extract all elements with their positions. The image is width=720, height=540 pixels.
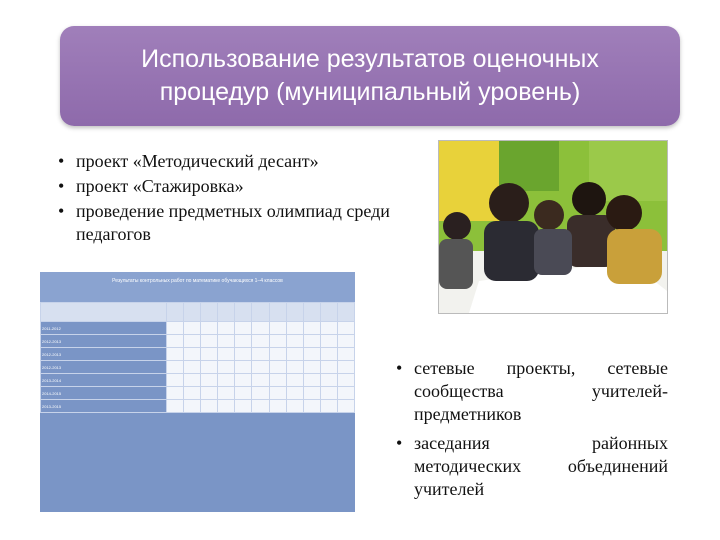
bullet-item bbox=[396, 357, 668, 426]
title-line-2: процедур (муниципальный уровень) bbox=[159, 78, 581, 106]
year-cell: 2013-2014 bbox=[41, 374, 167, 387]
bullet-item bbox=[396, 432, 668, 501]
year-cell: 2013-2015 bbox=[41, 400, 167, 413]
bullet-text: сетевые проекты, сетевые сообщества учителей- bbox=[414, 358, 668, 401]
teachers-working-photo-icon bbox=[439, 141, 667, 313]
table-heading: Результаты контрольных работ по математике обучающихся 1–4 классов bbox=[40, 272, 355, 302]
bullet-item: • проект «Стажировка» bbox=[58, 175, 408, 198]
bullet-text-end: учителей bbox=[414, 479, 485, 499]
title-line-1: Использование результатов оценочных bbox=[141, 45, 599, 73]
bullet-item: • проведение предметных олимпиад среди педагогов bbox=[58, 200, 408, 246]
year-cell: 2012-2013 bbox=[41, 348, 167, 361]
bullet-list-left bbox=[58, 150, 408, 248]
bullet-item: • проект «Методический десант» bbox=[58, 150, 408, 173]
results-table-image bbox=[40, 272, 355, 512]
bullet-text: заседания районных методических объединений bbox=[414, 433, 668, 476]
bullet-list-right bbox=[396, 357, 668, 507]
year-cell: 2012-2013 bbox=[41, 361, 167, 374]
year-cell: 2011-2012 bbox=[41, 322, 167, 335]
year-cell: 2014-2015 bbox=[41, 387, 167, 400]
teachers-photo bbox=[438, 140, 668, 314]
page-title bbox=[141, 43, 599, 109]
title-banner bbox=[60, 26, 680, 126]
results-table bbox=[40, 302, 355, 413]
year-cell: 2012-2013 bbox=[41, 335, 167, 348]
bullet-text-end: предметников bbox=[414, 404, 522, 424]
